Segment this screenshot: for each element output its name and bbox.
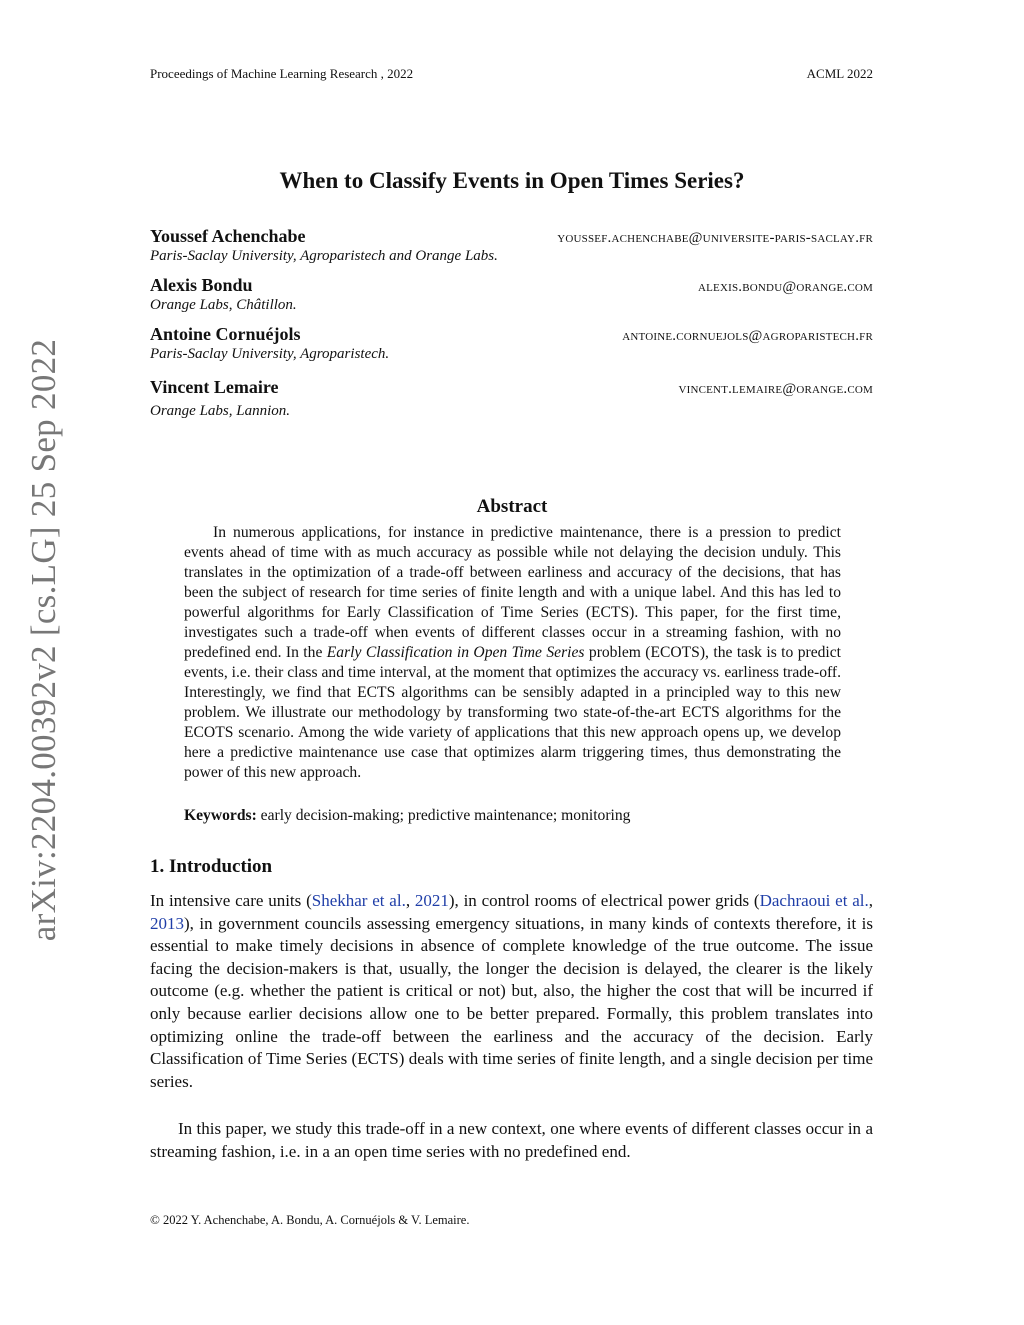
abstract-text [184, 523, 841, 783]
abstract-heading: Abstract [476, 496, 548, 517]
keywords-label: Keywords: [184, 807, 257, 824]
citation-link[interactable]: Dachraoui et al. [759, 891, 869, 910]
abstract-italic-term: Early Classification in Open Time Series [326, 644, 585, 661]
paper-title: When to Classify Events in Open Times Series? [279, 168, 745, 193]
citation-year-link[interactable]: 2021 [414, 891, 449, 910]
author-email[interactable]: alexis.bondu@orange.com [697, 279, 873, 295]
keywords-line [184, 806, 841, 826]
author-affiliation: Orange Labs, Châtillon. [150, 297, 297, 313]
intro-text: ), in government councils assessing emergency situations, in many kinds of contexts therefore, it is essential to make timely decisions in absence of complete knowledge of the true outcome. The issue facing the decision-makers is that, usually, the longer the decision is delayed, the clearer is the likely outcome (e.g. whether the patient is critical or not) but, also, the higher the cost that will be incurred if only because earlier decisions allow one to be better prepared. Formally, this problem translates into optimizing online the trade-off between the earliness and the accuracy of the decision. Early Classification of Time Series (ECTS) deals with time series of finite length, and a single decision per time series. [150, 913, 873, 1091]
author-affiliation: Paris-Saclay University, Agroparistech and Orange Labs. [150, 248, 498, 264]
intro-text: , [868, 891, 874, 910]
author-entry [150, 377, 873, 420]
author-email[interactable]: antoine.cornuejols@agroparistech.fr [622, 328, 873, 344]
copyright-text: 2022 Y. Achenchabe, A. Bondu, A. Cornuéjols & V. Lemaire. [163, 1213, 470, 1227]
abstract-text-part: In numerous applications, for instance in predictive maintenance, there is a pression to predict events ahead of time with as much accuracy as possible while not delaying the decision unduly. This translates in the optimization of a trade-off between earliness and accuracy of the decisions, that has been the subject of research for time series of finite length and with a unique label. And this has led to powerful algorithms for Early Classification of Time Series (ECTS). This paper, for the first time, investigates such a trade-off when events of different classes occur in a streaming fashion, with no predefined end. In the [184, 524, 841, 661]
copyright-icon: © [150, 1212, 160, 1227]
citation-year-link[interactable]: 2013 [150, 913, 184, 933]
copyright-footer [150, 1212, 469, 1228]
citation-link[interactable]: Shekhar et al. [311, 891, 406, 910]
running-header-right: ACML 2022 [806, 66, 873, 81]
author-email[interactable]: vincent.lemaire@orange.com [678, 381, 873, 397]
intro-paragraph-2: In this paper, we study this trade-off in a new context, one where events of different classes occur in a streaming fashion, i.e. in a an open time series with no predefined end. [150, 1119, 873, 1161]
author-entry [150, 275, 873, 314]
keywords-text: early decision-making; predictive maintenance; monitoring [260, 807, 631, 824]
abstract-text-part: problem (ECOTS), the task is to predict events, i.e. their class and time interval, at the moment that optimizes the accuracy vs. earliness trade-off. Interestingly, we find that ECTS algorithms can be sensibly adapted in a principled way to this new problem. We illustrate our methodology by transforming two state-of-the-art ECTS algorithms for the ECOTS scenario. Among the wide variety of applications that this new approach opens up, we develop here a predictive maintenance use case that optimizes alarm triggering times, thus demonstrating the power of this new approach. [184, 644, 842, 781]
author-email[interactable]: youssef.achenchabe@universite-paris-saclay.fr [557, 230, 873, 246]
arxiv-identifier-stamp[interactable]: arXiv:2204.00392v2 [cs.LG] 25 Sep 2022 [24, 338, 63, 942]
author-name: Alexis Bondu [150, 275, 253, 295]
section-heading-introduction: 1. Introduction [150, 856, 273, 877]
running-header-left: Proceedings of Machine Learning Research , 2022 [150, 66, 414, 81]
author-name: Youssef Achenchabe [150, 226, 306, 246]
author-affiliation: Paris-Saclay University, Agroparistech. [150, 346, 390, 362]
author-entry [150, 324, 873, 363]
intro-text: In intensive care units ( [150, 891, 312, 910]
author-name: Antoine Cornuéjols [150, 324, 301, 344]
intro-text: , [405, 891, 415, 910]
author-name: Vincent Lemaire [150, 377, 279, 397]
author-entry [150, 226, 873, 265]
intro-text: ), in control rooms of electrical power grids ( [448, 891, 760, 910]
author-affiliation: Orange Labs, Lannion. [150, 403, 291, 419]
intro-paragraph-1 [150, 890, 873, 1093]
